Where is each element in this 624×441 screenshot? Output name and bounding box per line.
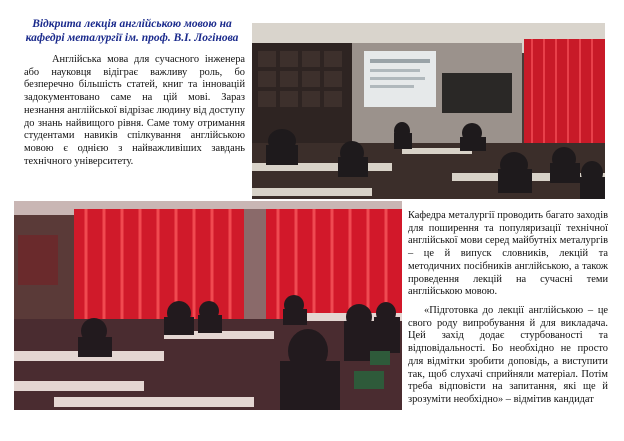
students-photo bbox=[14, 201, 402, 410]
lecture-room-photo bbox=[252, 23, 605, 199]
students-photo-illustration bbox=[14, 201, 402, 410]
article-paragraph-intro: Англійська мова для сучасного інженера або науковця відіграє важливу роль, бо безперечно більшість статей, книг та інновацій задокументовано саме на цій мові. Зараз незнання англійської відрізає людину від доступу до знань найвищого рівня. Саме тому отримання студентами навиків спілкування англійською мовою є однією з найважливіших завдань технічного університету. bbox=[24, 54, 245, 167]
article-paragraph-quote: «Підготовка до лекції англійською – це свого роду випробування й для викладача. Цей захід додає стурбованості та відповідальності. Бо необхідно не просто для відмітки зробити доповідь, а виступити так, щоб слухачі сприйняли матеріал. Потім треба відповісти на запитання, які ще й зрозуміти необхідно» – відмітив кандидат bbox=[408, 305, 608, 405]
lecture-room-photo-illustration bbox=[252, 23, 605, 199]
article-paragraph-department: Кафедра металургії проводить багато заходів для поширення та популяризації технічної англійської мови серед майбутніх металургів – це й випуск словників, лекцій та методичних посібників англійською, а також проведення лекцій на сучасні теми англійською мовою. bbox=[408, 210, 608, 298]
article-title: Відкрита лекція англійською мовою на кафедрі металургії ім. проф. В.І. Логінова bbox=[25, 18, 239, 44]
